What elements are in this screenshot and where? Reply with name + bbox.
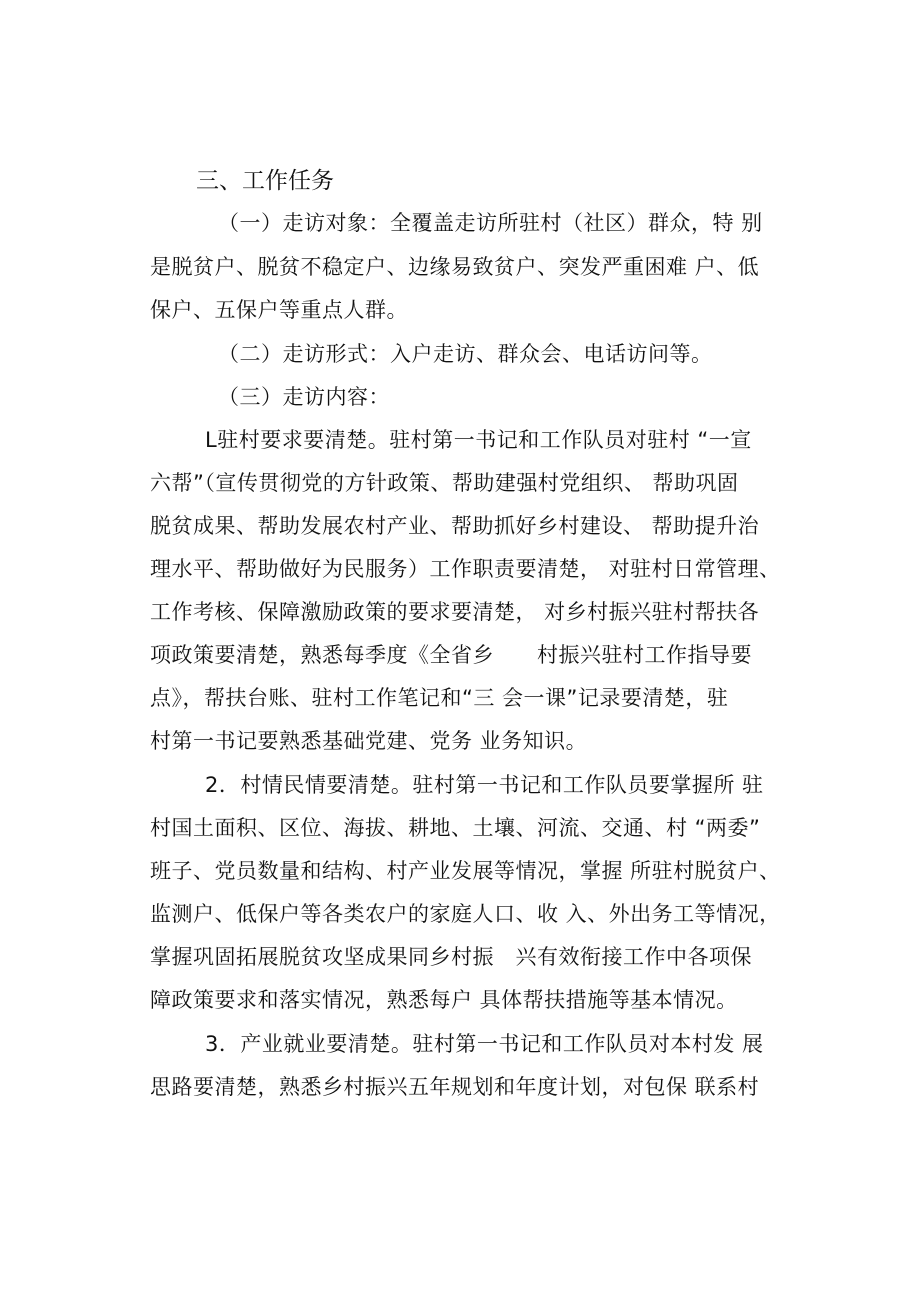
paragraph-line: 是脱贫户、脱贫不稳定户、边缘易致贫户、突发严重困难 户、低 xyxy=(150,255,760,279)
paragraph-line: 班子、党员数量和结构、村产业发展等情况，掌握 所驻村脱贫户、 xyxy=(150,859,781,883)
paragraph-line: 障政策要求和落实情况，熟悉每户 具体帮扶措施等基本情况。 xyxy=(150,988,738,1012)
paragraph-line: （一）走访对象：全覆盖走访所驻村（社区）群众，特 别 xyxy=(218,211,763,235)
section-heading: 三、工作任务 xyxy=(196,168,334,194)
paragraph-line: （二）走访形式：入户走访、群众会、电话访问等。 xyxy=(218,342,713,366)
paragraph-line: 理水平、帮助做好为民服务）工作职责要清楚， 对驻村日常管理、 xyxy=(150,557,781,581)
paragraph-line: 脱贫成果、帮助发展农村产业、帮助抓好乡村建设、 帮助提升治 xyxy=(150,514,760,538)
paragraph-line: 点》，帮扶台账、驻村工作笔记和“三 会一课”记录要清楚，驻 xyxy=(150,686,729,710)
paragraph-line: 保户、五保户等重点人群。 xyxy=(150,298,408,322)
paragraph-line: 2．村情民情要清楚。驻村第一书记和工作队员要掌握所 驻 xyxy=(205,773,764,797)
paragraph-line: 掌握巩固拓展脱贫攻坚成果同乡村振 兴有效衔接工作中各项保 xyxy=(150,945,752,969)
paragraph-line: 监测户、低保户等各类农户的家庭人口、收 入、外出务工等情况， xyxy=(150,902,781,926)
paragraph-line: 3．产业就业要清楚。驻村第一书记和工作队员对本村发 展 xyxy=(205,1032,764,1056)
paragraph-line: 思路要清楚，熟悉乡村振兴五年规划和年度计划，对包保 联系村 xyxy=(150,1075,760,1099)
paragraph-line: 工作考核、保障激励政策的要求要清楚， 对乡村振兴驻村帮扶各 xyxy=(150,600,760,624)
paragraph-line: 项政策要清楚，熟悉每季度《全省乡 村振兴驻村工作指导要 xyxy=(150,643,752,667)
paragraph-line: 六帮”（宣传贯彻党的方针政策、帮助建强村党组织、 帮助巩固 xyxy=(150,471,739,495)
paragraph-line: 村第一书记要熟悉基础党建、党务 业务知识。 xyxy=(150,729,588,753)
paragraph-line: （三）走访内容： xyxy=(218,385,390,409)
paragraph-line: L驻村要求要清楚。驻村第一书记和工作队员对驻村 “一宣 xyxy=(205,428,752,452)
paragraph-line: 村国土面积、区位、海拔、耕地、土壤、河流、交通、村 “两委” xyxy=(150,816,761,840)
